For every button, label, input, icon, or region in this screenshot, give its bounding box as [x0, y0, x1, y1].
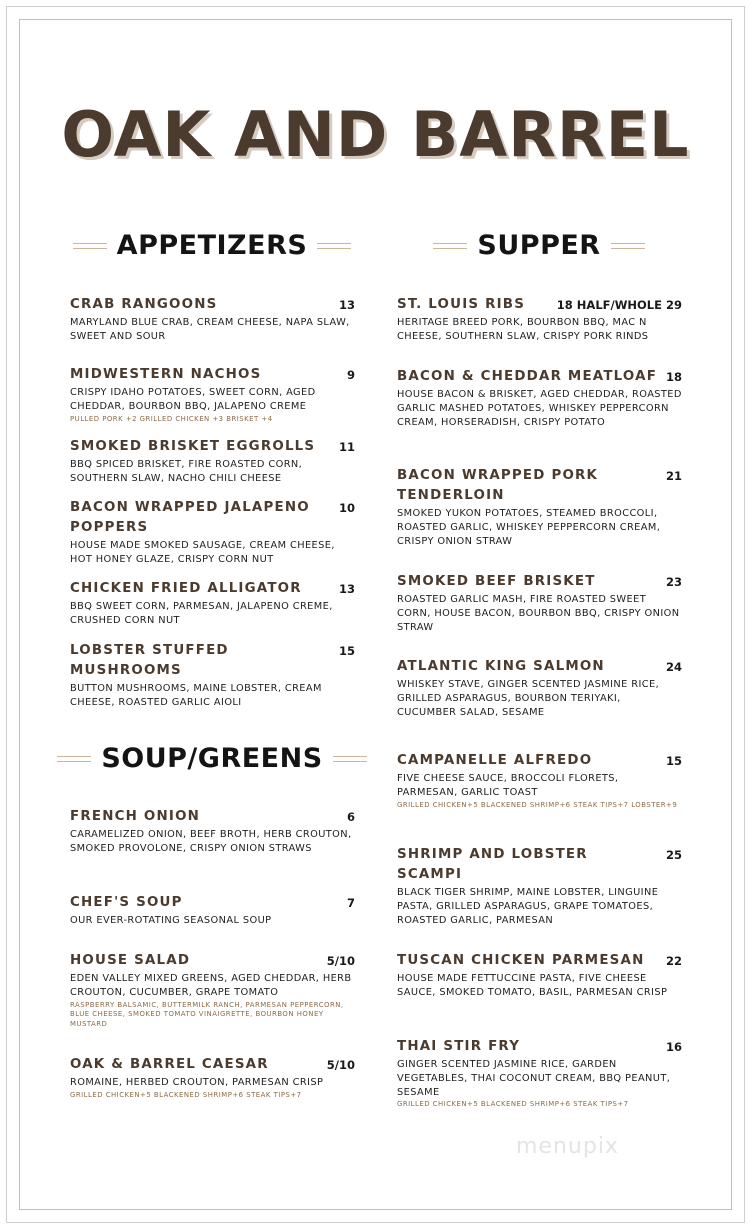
item-addons: GRILLED CHICKEN+5 BLACKENED SHRIMP+6 STEAK TIPS+7 [397, 1100, 629, 1109]
menu-item [397, 367, 682, 429]
item-price: 6 [346, 810, 355, 824]
item-price: 13 [338, 298, 355, 312]
menu-item [70, 437, 355, 486]
item-name: MIDWESTERN NACHOS [70, 367, 262, 382]
item-addons: PULLED PORK +2 GRILLED CHICKEN +3 BRISKET +4 [70, 414, 273, 423]
item-name: SHRIMP AND LOBSTER SCAMPI [397, 847, 588, 882]
menu-item [397, 951, 682, 1000]
item-name: CHICKEN FRIED ALLIGATOR [70, 581, 302, 596]
menu-item [397, 657, 682, 719]
menu-item [70, 295, 355, 344]
item-description: EDEN VALLEY MIXED GREENS, AGED CHEDDAR, HERB CROUTON, CUCUMBER, GRAPE TOMATO [70, 973, 352, 998]
item-description: HOUSE MADE SMOKED SAUSAGE, CREAM CHEESE, HOT HONEY GLAZE, CRISPY CORN NUT [70, 540, 335, 565]
item-name: TUSCAN CHICKEN PARMESAN [397, 953, 645, 968]
item-description: GINGER SCENTED JASMINE RICE, GARDEN VEGETABLES, THAI COCONUT CREAM, BBQ PEANUT, SESAME [397, 1059, 671, 1098]
item-price: 13 [338, 582, 355, 596]
menu-item [70, 641, 355, 710]
item-description: SMOKED YUKON POTATOES, STEAMED BROCCOLI, ROASTED GARLIC, WHISKEY PEPPERCORN CREAM, CRISPY ONION STRAW [397, 508, 661, 547]
item-addons: GRILLED CHICKEN+5 BLACKENED SHRIMP+6 STEAK TIPS+7 LOBSTER+9 [397, 800, 678, 809]
section-header-supper [404, 230, 674, 261]
item-name: BACON & CHEDDAR MEATLOAF [397, 369, 658, 384]
item-addons: GRILLED CHICKEN+5 BLACKENED SHRIMP+6 STEAK TIPS+7 [70, 1090, 302, 1099]
section-title: APPETIZERS [116, 230, 308, 261]
item-name: ST. LOUIS RIBS [397, 297, 526, 312]
item-name: THAI STIR FRY [397, 1039, 521, 1054]
item-description: MARYLAND BLUE CRAB, CREAM CHEESE, NAPA SLAW, SWEET AND SOUR [70, 317, 350, 342]
item-description: HOUSE MADE FETTUCCINE PASTA, FIVE CHEESE SAUCE, SMOKED TOMATO, BASIL, PARMESAN CRISP [397, 973, 668, 998]
item-name: BACON WRAPPED JALAPENO POPPERS [70, 500, 310, 535]
item-name: LOBSTER STUFFED MUSHROOMS [70, 643, 229, 678]
item-name: SMOKED BRISKET EGGROLLS [70, 439, 316, 454]
item-name: CAMPANELLE ALFREDO [397, 753, 593, 768]
item-name: OAK & BARREL CAESAR [70, 1057, 269, 1072]
item-description: FIVE CHEESE SAUCE, BROCCOLI FLORETS, PARMESAN, GARLIC TOAST [397, 773, 619, 798]
item-name: CRAB RANGOONS [70, 297, 218, 312]
menu-item [397, 1037, 682, 1110]
decorative-rule [333, 756, 367, 762]
menu-item [397, 845, 682, 927]
menu-item [397, 572, 682, 634]
restaurant-title: OAK AND BARREL [61, 98, 690, 171]
item-description: BLACK TIGER SHRIMP, MAINE LOBSTER, LINGUINE PASTA, GRILLED ASPARAGUS, GRAPE TOMATOES, ROASTED GARLIC, PARMESAN [397, 887, 659, 926]
item-price: 7 [346, 896, 355, 910]
section-title: SUPPER [477, 230, 601, 261]
item-name: HOUSE SALAD [70, 953, 191, 968]
item-price: 25 [665, 848, 682, 862]
item-price: 16 [665, 1040, 682, 1054]
item-price: 10 [338, 501, 355, 515]
item-price: 5/10 [326, 954, 355, 968]
item-price: 22 [665, 954, 682, 968]
menu-item [397, 295, 682, 344]
item-description: BBQ SWEET CORN, PARMESAN, JALAPENO CREME, CRUSHED CORN NUT [70, 601, 333, 626]
menu-item [70, 365, 355, 424]
menu-item [70, 498, 355, 567]
item-addons: RASPBERRY BALSAMIC, BUTTERMILK RANCH, PARMESAN PEPPERCORN, BLUE CHEESE, SMOKED TOMATO VINAIGRETTE, BOURBON HONEY MUSTARD [70, 1000, 344, 1028]
item-description: BUTTON MUSHROOMS, MAINE LOBSTER, CREAM CHEESE, ROASTED GARLIC AIOLI [70, 683, 322, 708]
item-name: SMOKED BEEF BRISKET [397, 574, 596, 589]
item-price: 23 [665, 575, 682, 589]
decorative-rule [73, 243, 107, 249]
item-description: CARAMELIZED ONION, BEEF BROTH, HERB CROUTON, SMOKED PROVOLONE, CRISPY ONION STRAWS [70, 829, 352, 854]
item-name: CHEF'S SOUP [70, 895, 183, 910]
menu-item [397, 751, 682, 810]
menu-item [70, 893, 355, 928]
decorative-rule [57, 756, 91, 762]
item-description: OUR EVER-ROTATING SEASONAL SOUP [70, 915, 272, 926]
item-price: 18 [665, 370, 682, 384]
item-description: ROASTED GARLIC MASH, FIRE ROASTED SWEET CORN, HOUSE BACON, BOURBON BBQ, CRISPY ONION STRAW [397, 594, 680, 633]
menu-item [397, 466, 682, 548]
item-name: BACON WRAPPED PORK TENDERLOIN [397, 468, 599, 503]
decorative-rule [433, 243, 467, 249]
menu-item [70, 807, 355, 856]
item-description: CRISPY IDAHO POTATOES, SWEET CORN, AGED CHEDDAR, BOURBON BBQ, JALAPENO CREME [70, 387, 316, 412]
item-description: HOUSE BACON & BRISKET, AGED CHEDDAR, ROASTED GARLIC MASHED POTATOES, WHISKEY PEPPERCORN CREAM, HORSERADISH, CRISPY POTATO [397, 389, 682, 428]
item-price: 5/10 [326, 1058, 355, 1072]
section-title: SOUP/GREENS [101, 743, 323, 774]
menu-item [70, 1055, 355, 1100]
decorative-rule [317, 243, 351, 249]
watermark: menupix [516, 1134, 619, 1159]
section-header-appetizers [56, 230, 368, 261]
item-name: ATLANTIC KING SALMON [397, 659, 605, 674]
menu-item [70, 579, 355, 628]
item-price: 18 HALF/WHOLE 29 [556, 298, 682, 312]
item-description: BBQ SPICED BRISKET, FIRE ROASTED CORN, SOUTHERN SLAW, NACHO CHILI CHEESE [70, 459, 303, 484]
item-price: 15 [665, 754, 682, 768]
menu-item [70, 951, 355, 1029]
item-description: HERITAGE BREED PORK, BOURBON BBQ, MAC N CHEESE, SOUTHERN SLAW, CRISPY PORK RINDS [397, 317, 649, 342]
item-price: 11 [338, 440, 355, 454]
item-description: WHISKEY STAVE, GINGER SCENTED JASMINE RICE, GRILLED ASPARAGUS, BOURBON TERIYAKI, CUCUMBER SALAD, SESAME [397, 679, 660, 718]
item-price: 21 [665, 469, 682, 483]
item-price: 24 [665, 660, 682, 674]
item-description: ROMAINE, HERBED CROUTON, PARMESAN CRISP [70, 1077, 324, 1088]
item-name: FRENCH ONION [70, 809, 201, 824]
item-price: 9 [346, 368, 355, 382]
section-header-soup-greens [40, 743, 384, 774]
decorative-rule [611, 243, 645, 249]
item-price: 15 [338, 644, 355, 658]
